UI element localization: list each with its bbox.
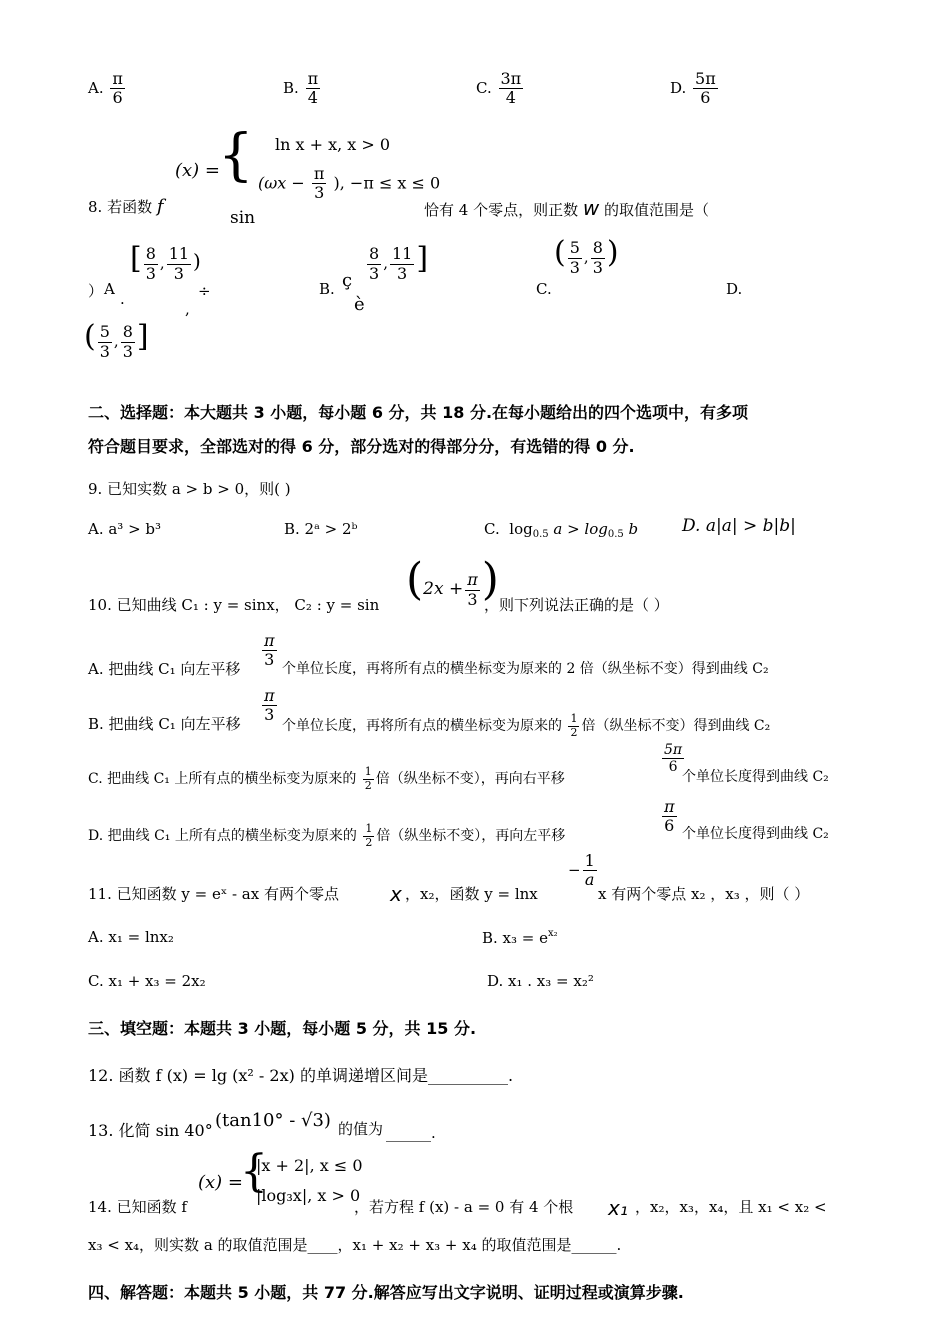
option-label: D. (670, 78, 687, 97)
q10-option-b: B. 把曲线 C₁ 向左平移 (88, 715, 241, 733)
q9-option-b: B. 2ᵃ > 2ᵇ (284, 520, 358, 538)
q8-option-d: ( $\frac{5}{3}$ , $\frac{8}{3}$ ] (84, 319, 149, 361)
q7-option-c (476, 70, 525, 108)
q9-option-a: A. a³ > b³ (88, 520, 162, 538)
q8-close-paren: ） (88, 282, 104, 300)
q11-option-c: C. x₁ + x₃ = 2x₂ (88, 972, 206, 990)
q8-option-a-div: ÷ (198, 282, 211, 300)
q14-brace: { (240, 1146, 268, 1197)
q8-case2: (ωx − $\frac{\pi}{3}$ ), −π ≤ x ≤ 0 (258, 164, 441, 203)
q8-option-a-comma: , (185, 300, 190, 318)
q10-option-d-post: 个单位长度得到曲线 C₂ (682, 826, 829, 842)
q11-stem-c: x 有两个零点 x₂ ，x₃ ，则（ ） (598, 885, 810, 903)
q10-option-d: D. 把曲线 C₁ 上所有点的横坐标变为原来的 $\frac{1}{2}$ 倍（纵坐标不变），再向左平移 (88, 822, 566, 849)
q10-stem-a: 10. 已知曲线 C₁ : y = sinx， C₂ : y = sin (88, 596, 380, 614)
q13-a: 13. 化简 sin 40° (88, 1121, 213, 1140)
q11-stem-x1: x (390, 882, 402, 906)
q10-option-c: C. 把曲线 C₁ 上所有点的横坐标变为原来的 $\frac{1}{2}$ 倍（纵坐标不变），再向右平移 (88, 765, 565, 792)
q14-case2: |log₃x|, x > 0 (256, 1186, 361, 1205)
q11-option-d: D. x₁ . x₃ = x₂² (487, 972, 594, 990)
option-label: C. (476, 78, 492, 97)
q14-x1: x₁ (608, 1196, 628, 1220)
q11-option-b: B. $x_3 = e^{x_2}$ (482, 928, 558, 947)
q14-x-paren: (x) = (198, 1172, 243, 1193)
q8-option-a-dot: . (120, 290, 125, 308)
section2-heading-line2: 符合题目要求，全部选对的得 6 分，部分选对的得部分分，有选错的得 0 分. (88, 437, 635, 456)
q10-option-a-frac: $\frac{\pi}{3}$ (264, 631, 275, 670)
q13-c: 的值为 (338, 1120, 384, 1138)
q7-option-a (88, 70, 127, 108)
q8-brace: { (218, 123, 254, 188)
q9-stem: 9. 已知实数 a > b > 0，则( ) (88, 480, 291, 498)
q10-option-c-frac: $\frac{5\pi}{6}$ (664, 742, 683, 776)
q13-b: (tan10° - √3) (215, 1110, 331, 1131)
q11-stem-a: 11. 已知函数 y = eˣ - ax 有两个零点 (88, 885, 339, 903)
q10-option-d-frac: $\frac{\pi}{6}$ (664, 797, 675, 836)
section3-heading: 三、填空题：本题共 3 小题，每小题 5 分，共 15 分. (88, 1019, 477, 1038)
q14-line2: x₃ < x₄，则实数 a 的取值范围是____，x₁ + x₂ + x₃ + x₄ 的取值范围是______. (88, 1236, 622, 1254)
option-fraction: $\frac{\pi}{6}$ (112, 69, 123, 108)
q8-option-c-label: C. (536, 280, 552, 298)
q8-option-a: [ $\frac{8}{3}$ , $\frac{11}{3}$ ) (130, 241, 201, 283)
q11-option-a: A. x₁ = lnx₂ (88, 928, 174, 946)
q12: 12. 函数 f (x) = lg (x² - 2x) 的单调递增区间是__________. (88, 1066, 514, 1085)
q8-x-paren: (x) = (175, 160, 220, 181)
q8-stem: 8. 若函数 f (88, 196, 164, 217)
q10-option-a-post: 个单位长度，再将所有点的横坐标变为原来的 2 倍（纵坐标不变）得到曲线 C₂ (282, 661, 769, 677)
q14-pre: 14. 已知函数 f (88, 1198, 187, 1216)
option-label: A. (88, 78, 104, 97)
q8-option-d-label: D. (726, 280, 743, 298)
q8-suffix: 恰有 4 个零点，则正数 w 的取值范围是（ (424, 196, 710, 220)
q10-option-a: A. 把曲线 C₁ 向左平移 (88, 660, 241, 678)
q9-option-c: C. $\log_{0.5} a > \log_{0.5} b$ (484, 520, 639, 540)
section2-heading-line1: 二、选择题：本大题共 3 小题，每小题 6 分，共 18 分.在每小题给出的四个选项中，有多项 (88, 403, 749, 422)
q10-option-b-mid: 个单位长度，再将所有点的横坐标变为原来的 $\frac{1}{2}$ 倍（纵坐标不变）得到曲线 C₂ (282, 712, 771, 739)
q8-option-b: $\frac{8}{3}$ , $\frac{11}{3}$ ] (369, 241, 429, 283)
q10-option-c-post: 个单位长度得到曲线 C₂ (682, 769, 829, 785)
q8-option-a-label: A (104, 280, 115, 298)
q13-blank: ______. (386, 1124, 436, 1142)
q8-option-c: ( $\frac{5}{3}$ , $\frac{8}{3}$ ) (554, 235, 619, 277)
q10-stem-arg: (2x + $\frac{\pi}{3}$ ) (406, 554, 499, 609)
q9-option-d: D. a|a| > b|b| (682, 516, 796, 536)
section4-heading: 四、解答题：本题共 5 小题，共 77 分.解答应写出文字说明、证明过程或演算步骤. (88, 1283, 684, 1302)
option-fraction: $\frac{3\pi}{4}$ (500, 69, 522, 108)
q10-stem-c: ，则下列说法正确的是（ ） (484, 596, 669, 614)
option-fraction: $\frac{5\pi}{6}$ (695, 69, 716, 108)
q11-stem-b: ，x₂，函数 y = lnx (405, 885, 538, 903)
q14-mid: ，若方程 f (x) - a = 0 有 4 个根 (354, 1198, 574, 1216)
q11-stem-frac: − $\frac{1}{a}$ (568, 851, 595, 890)
q14-case1: |x + 2|, x ≤ 0 (256, 1156, 363, 1175)
q8-option-b-c: ç (342, 270, 353, 291)
q8-option-b-label: B. (319, 280, 335, 298)
q7-option-b (283, 70, 322, 108)
q8-sin: sin (230, 208, 256, 228)
q14-tail: ，x₂，x₃，x₄，且 x₁ < x₂ < (635, 1198, 827, 1216)
option-fraction: $\frac{\pi}{4}$ (307, 69, 319, 108)
q7-option-d (670, 70, 720, 108)
q8-case1: ln x + x, x > 0 (275, 135, 391, 154)
q10-option-b-frac: $\frac{\pi}{3}$ (264, 686, 275, 725)
option-label: B. (283, 78, 299, 97)
q8-option-b-e: è (354, 294, 365, 315)
